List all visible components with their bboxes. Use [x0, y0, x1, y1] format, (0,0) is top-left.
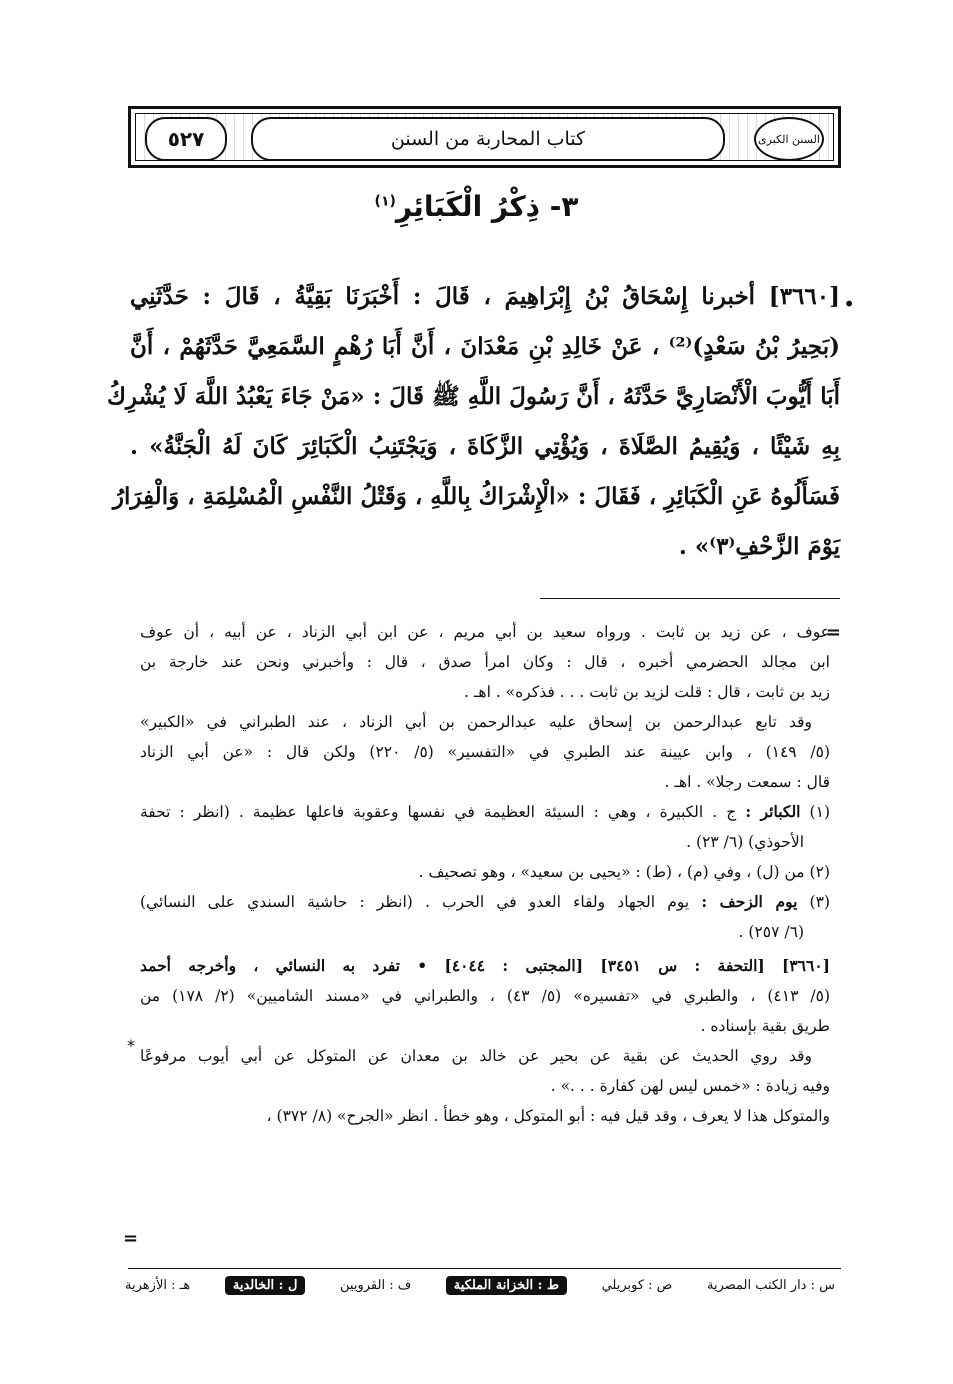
- footnote-line: زيد بن ثابت ، قال : قلت لزيد بن ثابت . . . فذكره» . اهـ .: [464, 683, 830, 701]
- footnote-term: يوم الزحف :: [701, 892, 798, 911]
- text-line: (بَحِيرُ بْنُ سَعْدٍ)⁽²⁾ ، عَنْ خَالِدِ بْنِ مَعْدَانَ ، أَنَّ أَبَا رُهْمٍ السَّمَعِيَّ حَدَّثَهُمْ ، أَنَّ: [130, 333, 841, 360]
- book-logo: السنن الكبرى: [754, 117, 824, 161]
- legend-item: ف : القرويين: [340, 1278, 412, 1293]
- footnote-text: من (ل) ، وفي (م) ، (ط) : «يحيى بن سعيد» ، وهو تصحيف .: [418, 863, 805, 881]
- legend-item: ل : الخالدية: [225, 1276, 306, 1295]
- takhrij-line: وقد روي الحديث عن بقية عن بحير عن خالد بن معدان عن المتوكل عن أبي أيوب مرفوعًا: [140, 1047, 812, 1065]
- footnote-text: (٦/ ٢٥٧) .: [738, 923, 804, 941]
- running-header: [128, 106, 841, 168]
- footnote-line: عوف ، عن زيد بن ثابت . ورواه سعيد بن أبي مريم ، عن ابن أبي الزناد ، عن أبيه ، أن عوف: [140, 623, 830, 641]
- star-icon: *: [127, 1036, 135, 1055]
- takhrij-line: وفيه زيادة : «خمس ليس لهن كفارة . . .» .: [550, 1077, 830, 1095]
- text-line: [٣٦٦٠] أخبرنا إِسْحَاقُ بْنُ إِبْرَاهِيمَ ، قَالَ : أَخْبَرَنَا بَقِيَّةُ ، قَالَ : حَدَّثَنِي: [130, 283, 840, 310]
- footnote-text: الأحوذي) (٦/ ٢٣) .: [686, 833, 804, 851]
- takhrij-line: [٣٦٦٠] [التحفة : س ٣٤٥١] [المجتبى : ٤٠٤٤] • تفرد به النسائي ، وأخرجه أحمد: [140, 956, 830, 975]
- footnote-ref: (١): [374, 193, 396, 210]
- bullet-icon: •: [843, 292, 855, 316]
- text-line: بِهِ شَيْئًا ، وَيُقِيمُ الصَّلَاةَ ، وَيُؤْتِي الزَّكَاةَ ، وَيَجْتَنِبُ الْكَبَائِرَ كَانَ لَهُ الْجَنَّةُ» .: [130, 433, 840, 460]
- chapter-title: [0, 190, 953, 223]
- legend-item: س : دار الكتب المصرية: [706, 1278, 835, 1293]
- footnote-line: وقد تابع عبدالرحمن بن إسحاق عليه عبدالرحمن بن أبي الزناد ، عند الطبراني في «الكبير»: [140, 713, 812, 731]
- footnote-number: (١): [809, 803, 830, 821]
- footnote-number: (٣): [809, 893, 830, 911]
- footnote-line: [140, 797, 830, 827]
- continuation-mark: =: [825, 622, 841, 643]
- continuation-mark-end: =: [123, 1228, 139, 1249]
- text-line: فَسَأَلُوهُ عَنِ الْكَبَائِرِ ، فَقَالَ : «الْإِشْرَاكُ بِاللَّهِ ، وَقَتْلُ النَّفْسِ الْمُسْلِمَةِ ، وَالْفِرَارُ: [112, 483, 840, 510]
- footnote-text: ج . الكبيرة ، وهي : السيئة العظيمة في نفسها وعقوبة فاعلها عظيمة . (انظر : تحفة: [140, 803, 737, 821]
- book-title: كتاب المحاربة من السنن: [251, 117, 725, 161]
- manuscript-legend: [125, 1276, 835, 1295]
- chapter-title-text: ٣- ذِكْرُ الْكَبَائِرِ: [395, 190, 579, 223]
- footnote-line: [140, 827, 830, 857]
- page-number: ٥٢٧: [145, 117, 227, 161]
- footnote-line: [140, 857, 830, 887]
- footnote-text: يوم الجهاد ولقاء العدو في الحرب . (انظر : حاشية السندي على النسائي): [140, 893, 690, 911]
- text-line: أَبَا أَيُّوبَ الْأَنْصَارِيَّ حَدَّثَهُ ، أَنَّ رَسُولَ اللَّهِ ﷺ قَالَ : «مَنْ جَاءَ يَعْبُدُ اللَّهَ لَا يُشْرِكُ: [106, 383, 840, 410]
- takhrij-line: والمتوكل هذا لا يعرف ، وقد قيل فيه : أبو المتوكل ، وهو خطأ . انظر «الجرح» (٨/ ٣٧٢) ،: [266, 1107, 830, 1125]
- footnote-line: [140, 917, 830, 947]
- footnote-number: (٢): [809, 863, 830, 881]
- footnote-line: [140, 887, 830, 917]
- footnote-separator: [540, 598, 840, 599]
- footnote-line: قال : سمعت رجلا» . اهـ .: [664, 773, 830, 791]
- footnote-term: الكبائر :: [745, 802, 801, 821]
- text-line: يَوْمَ الزَّحْفِ⁽٣⁾» .: [678, 533, 840, 560]
- legend-item: ط : الخزانة الملكية: [446, 1276, 567, 1295]
- takhrij-line: (٥/ ٤١٣) ، والطبري في «تفسيره» (٥/ ٤٣) ، والطبراني في «مسند الشاميين» (٢/ ١٧٨) من: [140, 987, 831, 1005]
- footnote-line: ابن مجالد الحضرمي أخبره ، قال : وكان امرأ صدق ، قال : وأخبرني ونحن عند خارجة بن: [140, 653, 830, 671]
- footer-divider: [128, 1268, 841, 1269]
- takhrij-line: طريق بقية بإسناده .: [700, 1017, 830, 1035]
- legend-item: ص : كوبريلي: [601, 1278, 673, 1293]
- footnote-line: (٥/ ١٤٩) ، وابن عيينة عند الطبري في «التفسير» (٥/ ٢٢٠) ولكن قال : «عن أبي الزناد: [140, 743, 830, 761]
- legend-item: هـ : الأزهرية: [125, 1278, 191, 1293]
